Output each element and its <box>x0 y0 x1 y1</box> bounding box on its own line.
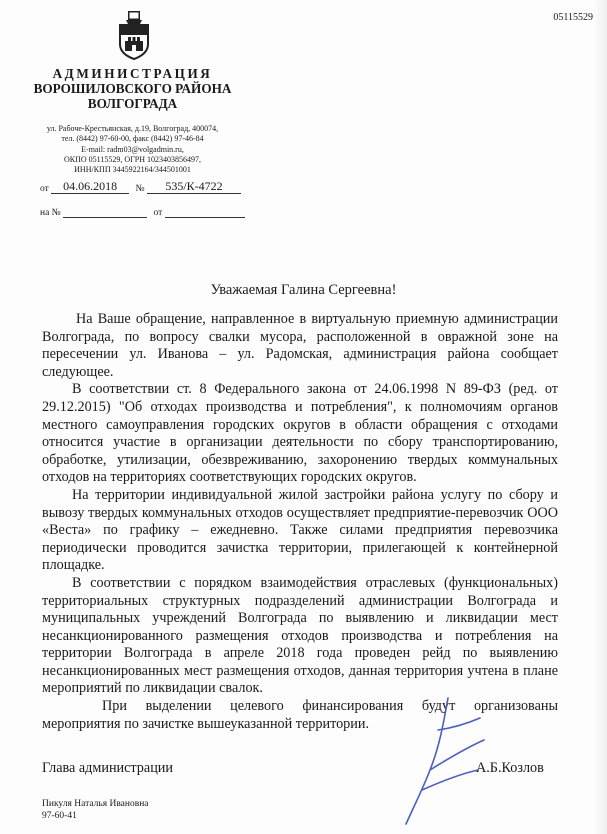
reference-number-line <box>40 205 245 218</box>
address-line: E-mail: radm03@volgadmin.ru, <box>81 144 184 154</box>
organization-name <box>30 66 235 111</box>
org-line-1: АДМИНИСТРАЦИЯ <box>52 66 213 81</box>
paragraph: На Ваше обращение, направленное в виртуальную приемную администрации Волгограда, по вопросу свалки мусора, расположенной в овражной зоне на пересечении ул. Иванова – ул. Радомская, администрация района сообщает следующее. <box>42 311 558 380</box>
executor-name: Пикуля Наталья Ивановна <box>42 799 149 809</box>
paragraph: В соответствии ст. 8 Федерального закона от 24.06.1998 N 89-ФЗ (ред. от 29.12.2015) "Об отходах производства и потребления", к полномочиям органов местного самоуправления городских округов в области обращения с отходами относится участие в организации деятельности по сбору транспортированию, обработке, утилизации, обезвреживанию, захоронению твердых коммунальных отходов на территориях соответствующих городских округов. <box>42 381 558 486</box>
reference-number-field <box>63 205 147 218</box>
outgoing-number: 535/К-4722 <box>147 181 241 194</box>
greeting: Уважаемая Галина Сергеевна! <box>210 282 397 298</box>
signatory-name: А.Б.Козлов <box>476 760 544 776</box>
document-number: 05115529 <box>553 12 593 23</box>
reference-from-label: от <box>153 208 163 218</box>
reference-label: на № <box>40 208 61 218</box>
paragraph: В соответствии с порядком взаимодействия отраслевых (функциональных) территориальных структурных подразделений администрации Волгограда и муниципальных учреждений Волгограда по выявлению и ликвидации мест несанкционированного размещения отходов производства и потребления на территории Волгограда в апреле 2018 года проведен рейд по выявлению несанкционированных мест размещения отходов, данная территория учтена в плане мероприятий по ликвидации свалок. <box>42 574 558 697</box>
address-line: ИНН/КПП 3445922164/344501001 <box>74 165 191 175</box>
number-label: № <box>135 184 145 194</box>
reference-date-field <box>165 205 245 218</box>
address-line: ул. Рабоче-Крестьянская, д.19, Волгоград, 400074, <box>46 124 219 133</box>
org-line-2: ВОРОШИЛОВСКОГО РАЙОНА <box>33 81 232 96</box>
executor-block <box>42 798 149 822</box>
paragraph: На территории индивидуальной жилой застройки района услугу по сбору и вывозу твердых коммунальных отходов осуществляет предприятие-перевозчик ООО «Веста» по графику – ежедневно. Также силами предприятия перевозчика периодически проводится зачистка территории, прилегающей к контейнерной площадке. <box>42 486 558 574</box>
address-line: тел. (8442) 97-60-00, факс (8442) 97-46-84 <box>61 134 204 144</box>
outgoing-number-line <box>40 181 241 194</box>
paragraph: При выделении целевого финансирования будут организованы мероприятия по зачистке вышеуказанной территории. <box>42 698 558 732</box>
executor-phone: 97-60-41 <box>42 811 77 821</box>
coat-of-arms-icon <box>117 10 151 60</box>
from-label: от <box>40 184 49 194</box>
letter-body <box>42 311 558 733</box>
page-edge-shadow <box>593 0 607 834</box>
address-line: ОКПО 05115529, ОГРН 1023403856497, <box>64 154 201 164</box>
organization-address <box>30 124 235 175</box>
org-line-3: ВОЛГОГРАДА <box>87 96 178 111</box>
signatory-position: Глава администрации <box>42 760 173 776</box>
letter-date: 04.06.2018 <box>51 181 129 194</box>
